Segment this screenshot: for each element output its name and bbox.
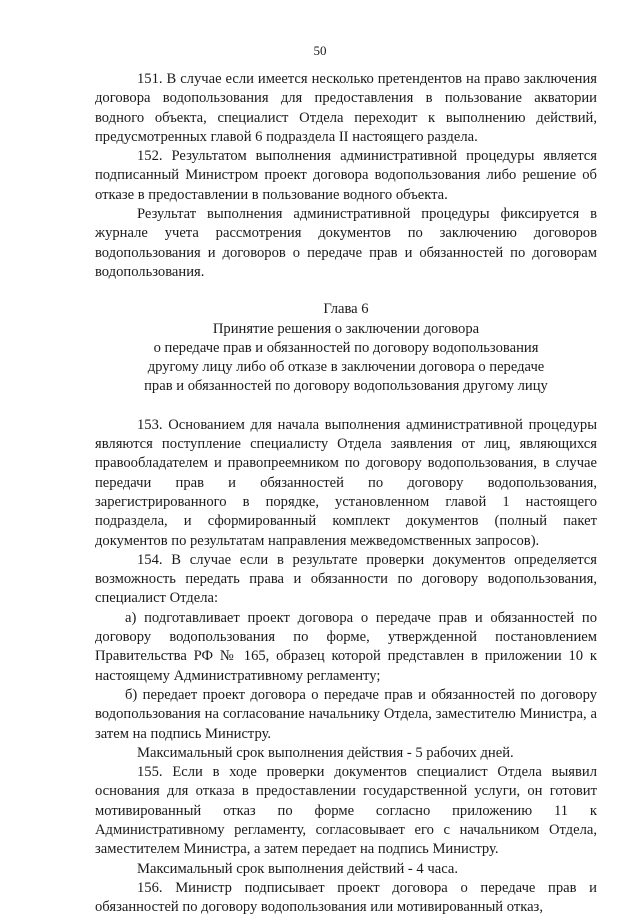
- paragraph-156: 156. Министр подписывает проект договора о передаче прав и обязанностей по договору водопользования или мотивированный отказ,: [95, 879, 597, 916]
- chapter-title-line: о передаче прав и обязанностей по договору водопользования: [153, 339, 539, 356]
- chapter-title-line: другому лицу либо об отказе в заключении договора о передаче: [147, 359, 545, 376]
- paragraph-153: 153. Основанием для начала выполнения административной процедуры являются поступление специалисту Отдела заявления от лиц, являющихся правообладателем и правопреемником по договору водопользования, в случае передачи прав и обязанностей по договору водопользования, зарегистрированного в порядке, установленном главой 1 настоящего подраздела, и сформированный комплект документов (полный пакет документов по результатам направления межведомственных запросов).: [95, 416, 597, 549]
- chapter-heading: [95, 300, 597, 396]
- paragraph-151: 151. В случае если имеется несколько претендентов на право заключения договора водопользования для предоставления в пользование акватории водного объекта, специалист Отдела переходит к выполнению действий, предусмотренных главой 6 подраздела II настоящего раздела.: [95, 71, 597, 145]
- page-number: 50: [313, 43, 327, 58]
- document-body: [95, 70, 597, 917]
- paragraph-154-a: а) подготавливает проект договора о передаче прав и обязанностей по договору водопользования по форме, утвержденной постановлением Правительства РФ № 165, образец которой представлен в приложении 10 к настоящему Административному регламенту;: [95, 609, 597, 684]
- paragraph-deadline-5-days: Максимальный срок выполнения действия - 5 рабочих дней.: [137, 744, 514, 761]
- chapter-number: Глава 6: [323, 301, 369, 318]
- paragraph-result: Результат выполнения административной процедуры фиксируется в журнале учета рассмотрения документов по заключению договоров водопользования и договоров о передаче прав и обязанностей по договорам водопользования.: [95, 206, 597, 280]
- chapter-title-line: Принятие решения о заключении договора: [212, 320, 480, 337]
- paragraph-deadline-4-hours: Максимальный срок выполнения действий - 4 часа.: [137, 860, 458, 877]
- paragraph-154-b: б) передает проект договора о передаче прав и обязанностей по договору водопользования на согласование начальнику Отдела, заместителю Министра, а затем на подпись Министру.: [95, 686, 597, 742]
- paragraph-154: 154. В случае если в результате проверки документов определяется возможность передать права и обязанности по договору водопользования, специалист Отдела:: [95, 551, 597, 607]
- paragraph-155: 155. Если в ходе проверки документов специалист Отдела выявил основания для отказа в предоставлении государственной услуги, он готовит мотивированный отказ по форме согласно приложению 11 к Административному регламенту, согласовывает его с начальником Отдела, заместителем Министра, а затем передает на подпись Министру.: [95, 764, 597, 858]
- chapter-title-line: прав и обязанностей по договору водопользования другому лицу: [144, 378, 548, 395]
- paragraph-152: 152. Результатом выполнения административной процедуры является подписанный Министром проект договора водопользования либо решение об отказе в предоставлении в пользование водного объекта.: [95, 148, 597, 203]
